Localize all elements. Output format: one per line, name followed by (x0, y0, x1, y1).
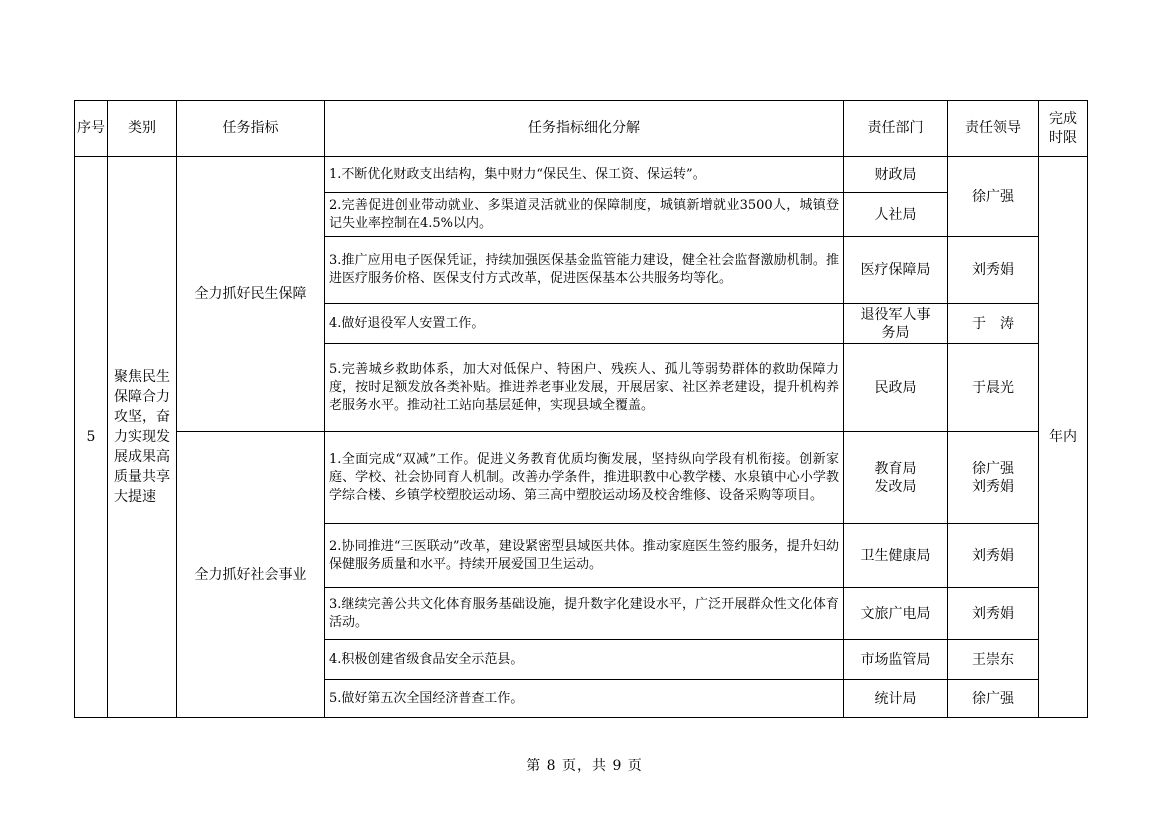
section-category (108, 157, 177, 718)
detail-cell: 5.完善城乡救助体系，加大对低保户、特困户、残疾人、孤儿等弱势群体的救助保障力度，按时足额发放各类补贴。推进养老事业发展，开展居家、社区养老建设，提升机构养老服务水平。推动社工站向基层延伸，实现县域全覆盖。 (325, 344, 844, 432)
detail-cell: 2.协同推进“三医联动”改革，建设紧密型县域医共体。推动家庭医生签约服务，提升妇幼保健服务质量和水平。持续开展爱国卫生运动。 (325, 524, 844, 588)
header-leader: 责任领导 (948, 101, 1039, 157)
leader-cell: 于晨光 (948, 344, 1039, 432)
indicator-1: 全力抓好民生保障 (177, 157, 325, 432)
detail-cell: 5.做好第五次全国经济普查工作。 (325, 680, 844, 718)
table-row (75, 432, 1088, 524)
department-cell: 卫生健康局 (844, 524, 948, 588)
leader-cell: 徐广强 刘秀娟 (948, 432, 1039, 524)
department-cell: 退役军人事务局 (844, 304, 948, 344)
department-cell: 统计局 (844, 680, 948, 718)
department-cell: 市场监管局 (844, 640, 948, 680)
header-department: 责任部门 (844, 101, 948, 157)
header-no: 序号 (75, 101, 108, 157)
page-number: 第 8 页，共 9 页 (526, 758, 643, 774)
header-deadline: 完成时限 (1039, 101, 1088, 157)
department-cell: 教育局 发改局 (844, 432, 948, 524)
department-cell: 人社局 (844, 193, 948, 237)
leader-cell: 于 涛 (948, 304, 1039, 344)
section-no: 5 (75, 157, 108, 718)
header-detail: 任务指标细化分解 (325, 101, 844, 157)
detail-cell: 4.做好退役军人安置工作。 (325, 304, 844, 344)
detail-cell: 4.积极创建省级食品安全示范县。 (325, 640, 844, 680)
table-row (75, 157, 1088, 193)
leader-cell: 徐广强 (948, 157, 1039, 237)
section-deadline: 年内 (1039, 157, 1088, 718)
section-category-text: 聚焦民生保障合力攻坚，奋力实现发展成果高质量共享大提速 (114, 369, 170, 505)
department-cell: 医疗保障局 (844, 237, 948, 304)
detail-cell: 3.继续完善公共文化体育服务基础设施，提升数字化建设水平，广泛开展群众性文化体育活动。 (325, 588, 844, 640)
header-indicator: 任务指标 (177, 101, 325, 157)
leader-cell: 刘秀娟 (948, 524, 1039, 588)
department-cell: 财政局 (844, 157, 948, 193)
detail-cell: 1.全面完成“双减”工作。促进义务教育优质均衡发展，坚持纵向学段有机衔接。创新家庭、学校、社会协同育人机制。改善办学条件，推进职教中心教学楼、水泉镇中心小学教学综合楼、乡镇学校塑胶运动场、第三高中塑胶运动场及校舍维修、设备采购等项目。 (325, 432, 844, 524)
leader-cell: 徐广强 (948, 680, 1039, 718)
leader-cell: 王崇东 (948, 640, 1039, 680)
detail-cell: 1.不断优化财政支出结构，集中财力“保民生、保工资、保运转”。 (325, 157, 844, 193)
leader-cell: 刘秀娟 (948, 588, 1039, 640)
detail-cell: 2.完善促进创业带动就业、多渠道灵活就业的保障制度，城镇新增就业3500人，城镇登记失业率控制在4.5%以内。 (325, 193, 844, 237)
header-category: 类别 (108, 101, 177, 157)
leader-cell: 刘秀娟 (948, 237, 1039, 304)
detail-cell: 3.推广应用电子医保凭证，持续加强医保基金监管能力建设，健全社会监督激励机制。推进医疗服务价格、医保支付方式改革，促进医保基本公共服务均等化。 (325, 237, 844, 304)
task-table (74, 100, 1088, 718)
department-cell: 文旅广电局 (844, 588, 948, 640)
header-row (75, 101, 1088, 157)
department-cell: 民政局 (844, 344, 948, 432)
indicator-2: 全力抓好社会事业 (177, 432, 325, 718)
